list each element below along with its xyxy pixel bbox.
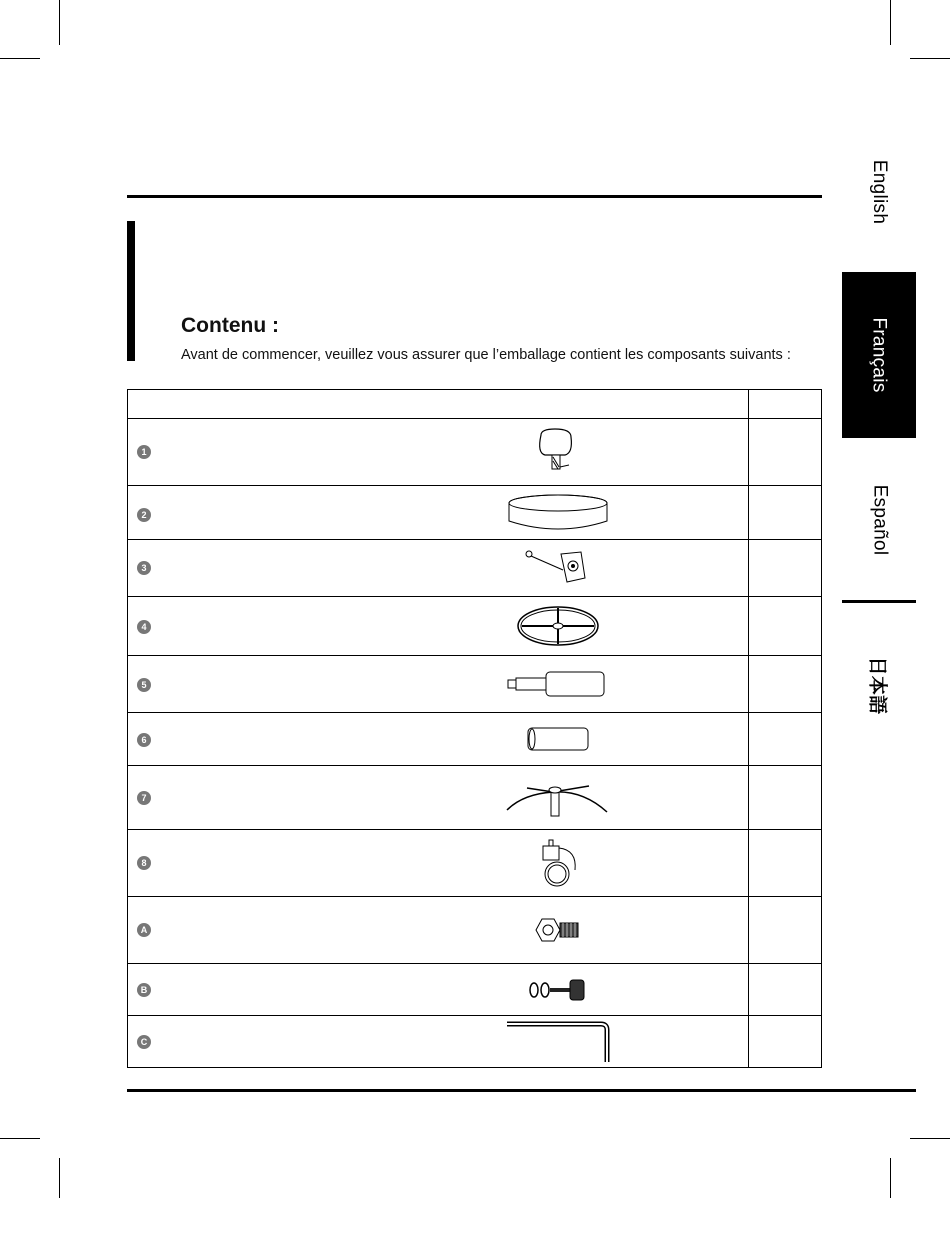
part-number-badge: 5 [137,678,151,692]
part-cell [128,897,749,964]
tab-japanese[interactable] [842,645,916,725]
table-row [128,486,822,540]
tab-japanese-label: 日本語 [866,656,888,714]
tab-francais-label: Français [869,317,891,393]
part-cell [128,597,749,656]
crop-mark [59,0,60,45]
tab-francais[interactable] [842,272,916,438]
part-number-badge: 1 [137,445,151,459]
qty-cell [749,1016,822,1068]
part-cell [128,1016,749,1068]
qty-cell [749,540,822,597]
qty-cell [749,486,822,540]
tab-divider [842,600,916,603]
qty-cell [749,964,822,1016]
section-intro: Avant de commencer, veuillez vous assurer que l’emballage contient les composants suivants : [181,347,791,363]
qty-cell [749,766,822,830]
part-cell [128,713,749,766]
table-row [128,540,822,597]
section-bar [127,221,135,361]
part-number-badge: 3 [137,561,151,575]
tab-english[interactable] [842,140,916,244]
part-cell [128,656,749,713]
gas-lift-icon [498,656,618,712]
header-cell [128,390,749,419]
crop-mark [890,0,891,45]
table-row [128,830,822,897]
table-header-row [128,390,822,419]
part-cell [128,766,749,830]
part-number-badge: A [137,923,151,937]
part-number-badge: 8 [137,856,151,870]
part-number-badge: 4 [137,620,151,634]
qty-cell [749,419,822,486]
qty-cell [749,656,822,713]
table-row [128,897,822,964]
table-row [128,1016,822,1068]
table-row [128,964,822,1016]
section-title: Contenu : [181,314,279,337]
crop-mark [910,58,950,59]
table-row [128,656,822,713]
foot-ring-icon [498,597,618,655]
crop-mark [59,1158,60,1198]
crop-mark [0,1138,40,1139]
headrest-icon [498,419,618,485]
washer-knob-icon [498,964,618,1015]
qty-cell [749,597,822,656]
tab-espanol-label: Español [868,484,890,556]
caster-wheel-icon [498,830,618,896]
allen-key-icon [498,1016,618,1067]
crop-mark [910,1138,950,1139]
base-icon [498,766,618,829]
table-row [128,713,822,766]
table-row [128,597,822,656]
part-cell [128,486,749,540]
part-cell [128,964,749,1016]
qty-cell [749,830,822,897]
parts-table [127,389,822,1068]
part-number-badge: 7 [137,791,151,805]
part-number-badge: B [137,983,151,997]
tab-espanol[interactable] [842,470,916,570]
footer-rule [127,1089,916,1092]
seat-cushion-icon [498,486,618,539]
part-number-badge: C [137,1035,151,1049]
part-number-badge: 2 [137,508,151,522]
part-cell [128,540,749,597]
hex-bolt-icon [498,897,618,963]
header-rule [127,195,822,198]
seat-mechanism-icon [498,540,618,596]
crop-mark [0,58,40,59]
part-number-badge: 6 [137,733,151,747]
part-cell [128,419,749,486]
qty-cell [749,897,822,964]
crop-mark [890,1158,891,1198]
tab-english-label: English [868,159,890,225]
part-cell [128,830,749,897]
header-qty-cell [749,390,822,419]
table-row [128,766,822,830]
table-row [128,419,822,486]
qty-cell [749,713,822,766]
cylinder-cover-icon [498,713,618,765]
